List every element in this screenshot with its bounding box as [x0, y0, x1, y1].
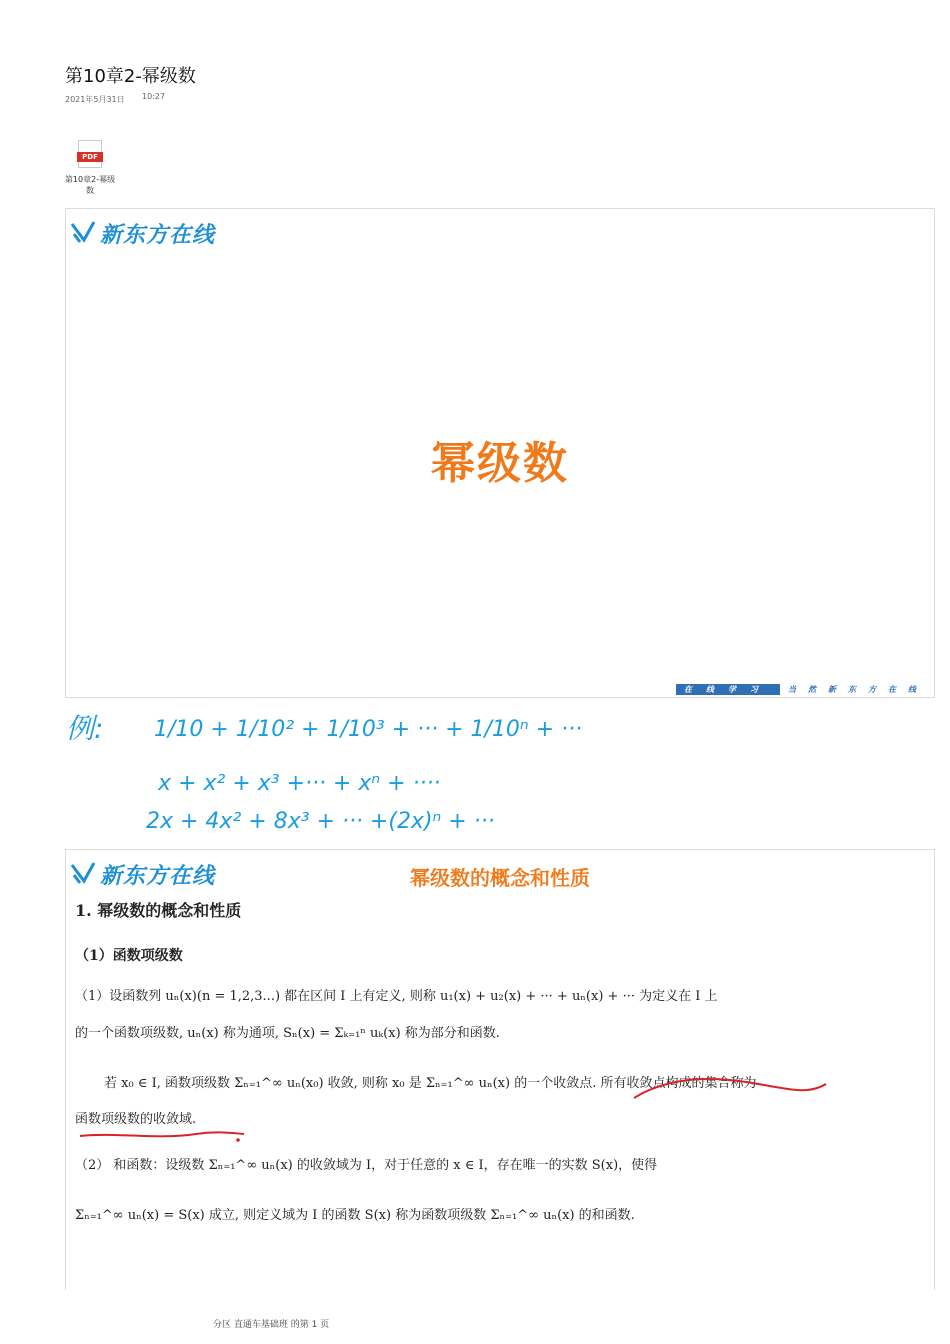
pdf-badge: PDF — [77, 152, 103, 162]
subsection-title: （1）函数项级数 — [75, 948, 183, 964]
pdf-attachment[interactable] — [62, 140, 118, 196]
note-date: 2021年5月31日 — [65, 95, 125, 104]
slogan-band — [676, 684, 928, 695]
para-3b: Σₙ₌₁^∞ uₙ(x) = S(x) 成立, 则定义域为 I 的函数 S(x) 称为函数项级数 Σₙ₌₁^∞ uₙ(x) 的和函数. — [75, 1208, 635, 1223]
para-1a: （1）设函数列 uₙ(x)(n = 1,2,3...) 都在区间 I 上有定义, 则称 u₁(x) + u₂(x) + ··· + uₙ(x) + ··· 为定义在 I 上 — [75, 989, 718, 1004]
page-footer: 分区 直通车基础班 的第 1 页 — [213, 1320, 330, 1330]
brand-name-2: 新东方在线 — [100, 863, 216, 889]
slide-concepts — [65, 849, 935, 1290]
para-2b: 函数项级数的收敛域. — [75, 1112, 197, 1127]
slide-title-page — [65, 208, 935, 698]
ink-line-3: 2x + 4x² + 8x³ + ··· +(2x)ⁿ + ··· — [146, 809, 495, 834]
ink-label: 例: — [66, 712, 104, 745]
page-title: 第10章2-幂级数 — [65, 66, 196, 87]
slogan-light: 当然新东方在线 — [788, 685, 928, 694]
slide-heading-text: 幂级数的概念和性质 — [410, 866, 590, 890]
slogan-dark: 在线学习 — [676, 684, 780, 695]
brand-mark-icon — [70, 220, 96, 246]
ink-line-2: x + x² + x³ +··· + xⁿ + ···· — [158, 771, 441, 796]
section-title: 1. 幂级数的概念和性质 — [75, 901, 242, 920]
para-1b: 的一个函数项级数, uₙ(x) 称为通项, Sₙ(x) = Σₖ₌₁ⁿ uₖ(x) 称为部分和函数. — [75, 1026, 500, 1041]
handwriting-ink — [60, 700, 600, 840]
note-time: 10:27 — [142, 92, 166, 101]
slide-main-title: 幂级数 — [431, 438, 569, 489]
brand-logo — [70, 215, 215, 251]
pdf-icon — [78, 140, 102, 168]
ink-line-1: 1/10 + 1/10² + 1/10³ + ··· + 1/10ⁿ + ··· — [154, 717, 583, 742]
para-2a: 若 x₀ ∈ I, 函数项级数 Σₙ₌₁^∞ uₙ(x₀) 收敛, 则称 x₀ 是 Σₙ₌₁^∞ uₙ(x) 的一个收敛点. 所有收敛点构成的集合称为 — [104, 1076, 757, 1091]
brand-name: 新东方在线 — [100, 222, 216, 248]
red-underline-ink — [66, 850, 934, 1290]
para-3a: （2） 和函数：设级数 Σₙ₌₁^∞ uₙ(x) 的收敛域为 I，对于任意的 x ∈ I，存在唯一的实数 S(x)，使得 — [75, 1158, 658, 1173]
attachment-name: 第10章2-幂级数 — [64, 175, 116, 195]
